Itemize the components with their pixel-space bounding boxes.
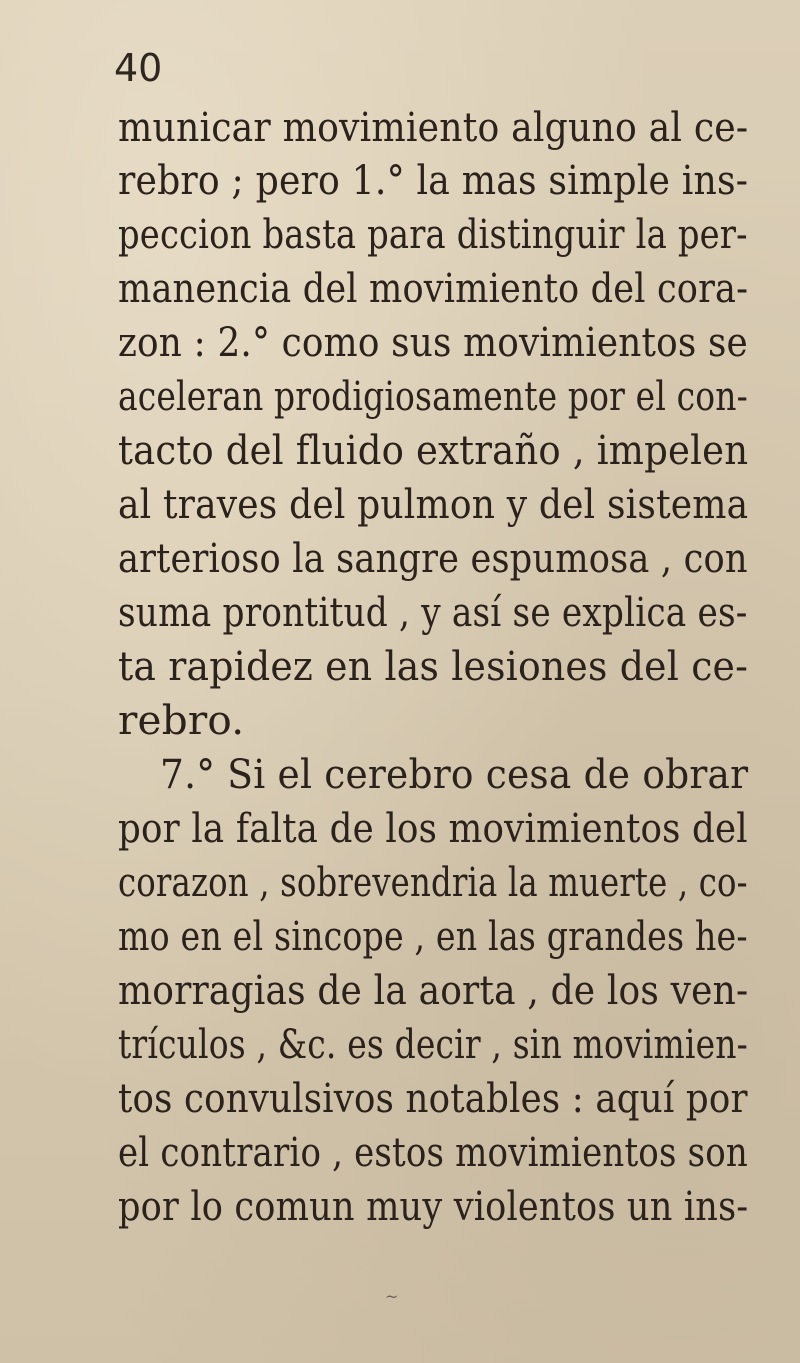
text-line: 7.° Si el cerebro cesa de obrar — [160, 750, 749, 798]
text-line: aceleran prodigiosamente por el con- — [118, 372, 748, 420]
text-line: por lo comun muy violentos un ins- — [118, 1182, 749, 1230]
text-line: rebro. — [118, 696, 245, 744]
text-line: arterioso la sangre espumosa , con — [118, 534, 748, 582]
text-line: tacto del fluido extraño , impelen — [118, 426, 749, 474]
text-line: ta rapidez en las lesiones del ce- — [118, 642, 749, 690]
text-line: suma prontitud , y así se explica es- — [118, 588, 748, 636]
text-line: manencia del movimiento del cora- — [118, 264, 749, 312]
text-line: zon : 2.° como sus movimientos se — [118, 318, 748, 366]
text-line: corazon , sobrevendria la muerte , co- — [118, 858, 748, 906]
text-line: por la falta de los movimientos del — [118, 804, 748, 852]
ink-smudge: ~ — [385, 1287, 399, 1306]
text-line: trículos , &c. es decir , sin movimien- — [118, 1020, 748, 1068]
text-line: al traves del pulmon y del sistema — [118, 480, 749, 528]
text-line: municar movimiento alguno al ce- — [118, 103, 749, 151]
text-line: el contrario , estos movimientos son — [118, 1128, 748, 1176]
text-line: rebro ; pero 1.° la mas simple ins- — [118, 156, 749, 204]
text-line: mo en el sincope , en las grandes he- — [118, 912, 748, 960]
text-line: peccion basta para distinguir la per- — [118, 210, 748, 258]
text-line: morragias de la aorta , de los ven- — [118, 966, 749, 1014]
page-number: 40 — [114, 46, 163, 90]
text-line: tos convulsivos notables : aquí por — [118, 1074, 748, 1122]
